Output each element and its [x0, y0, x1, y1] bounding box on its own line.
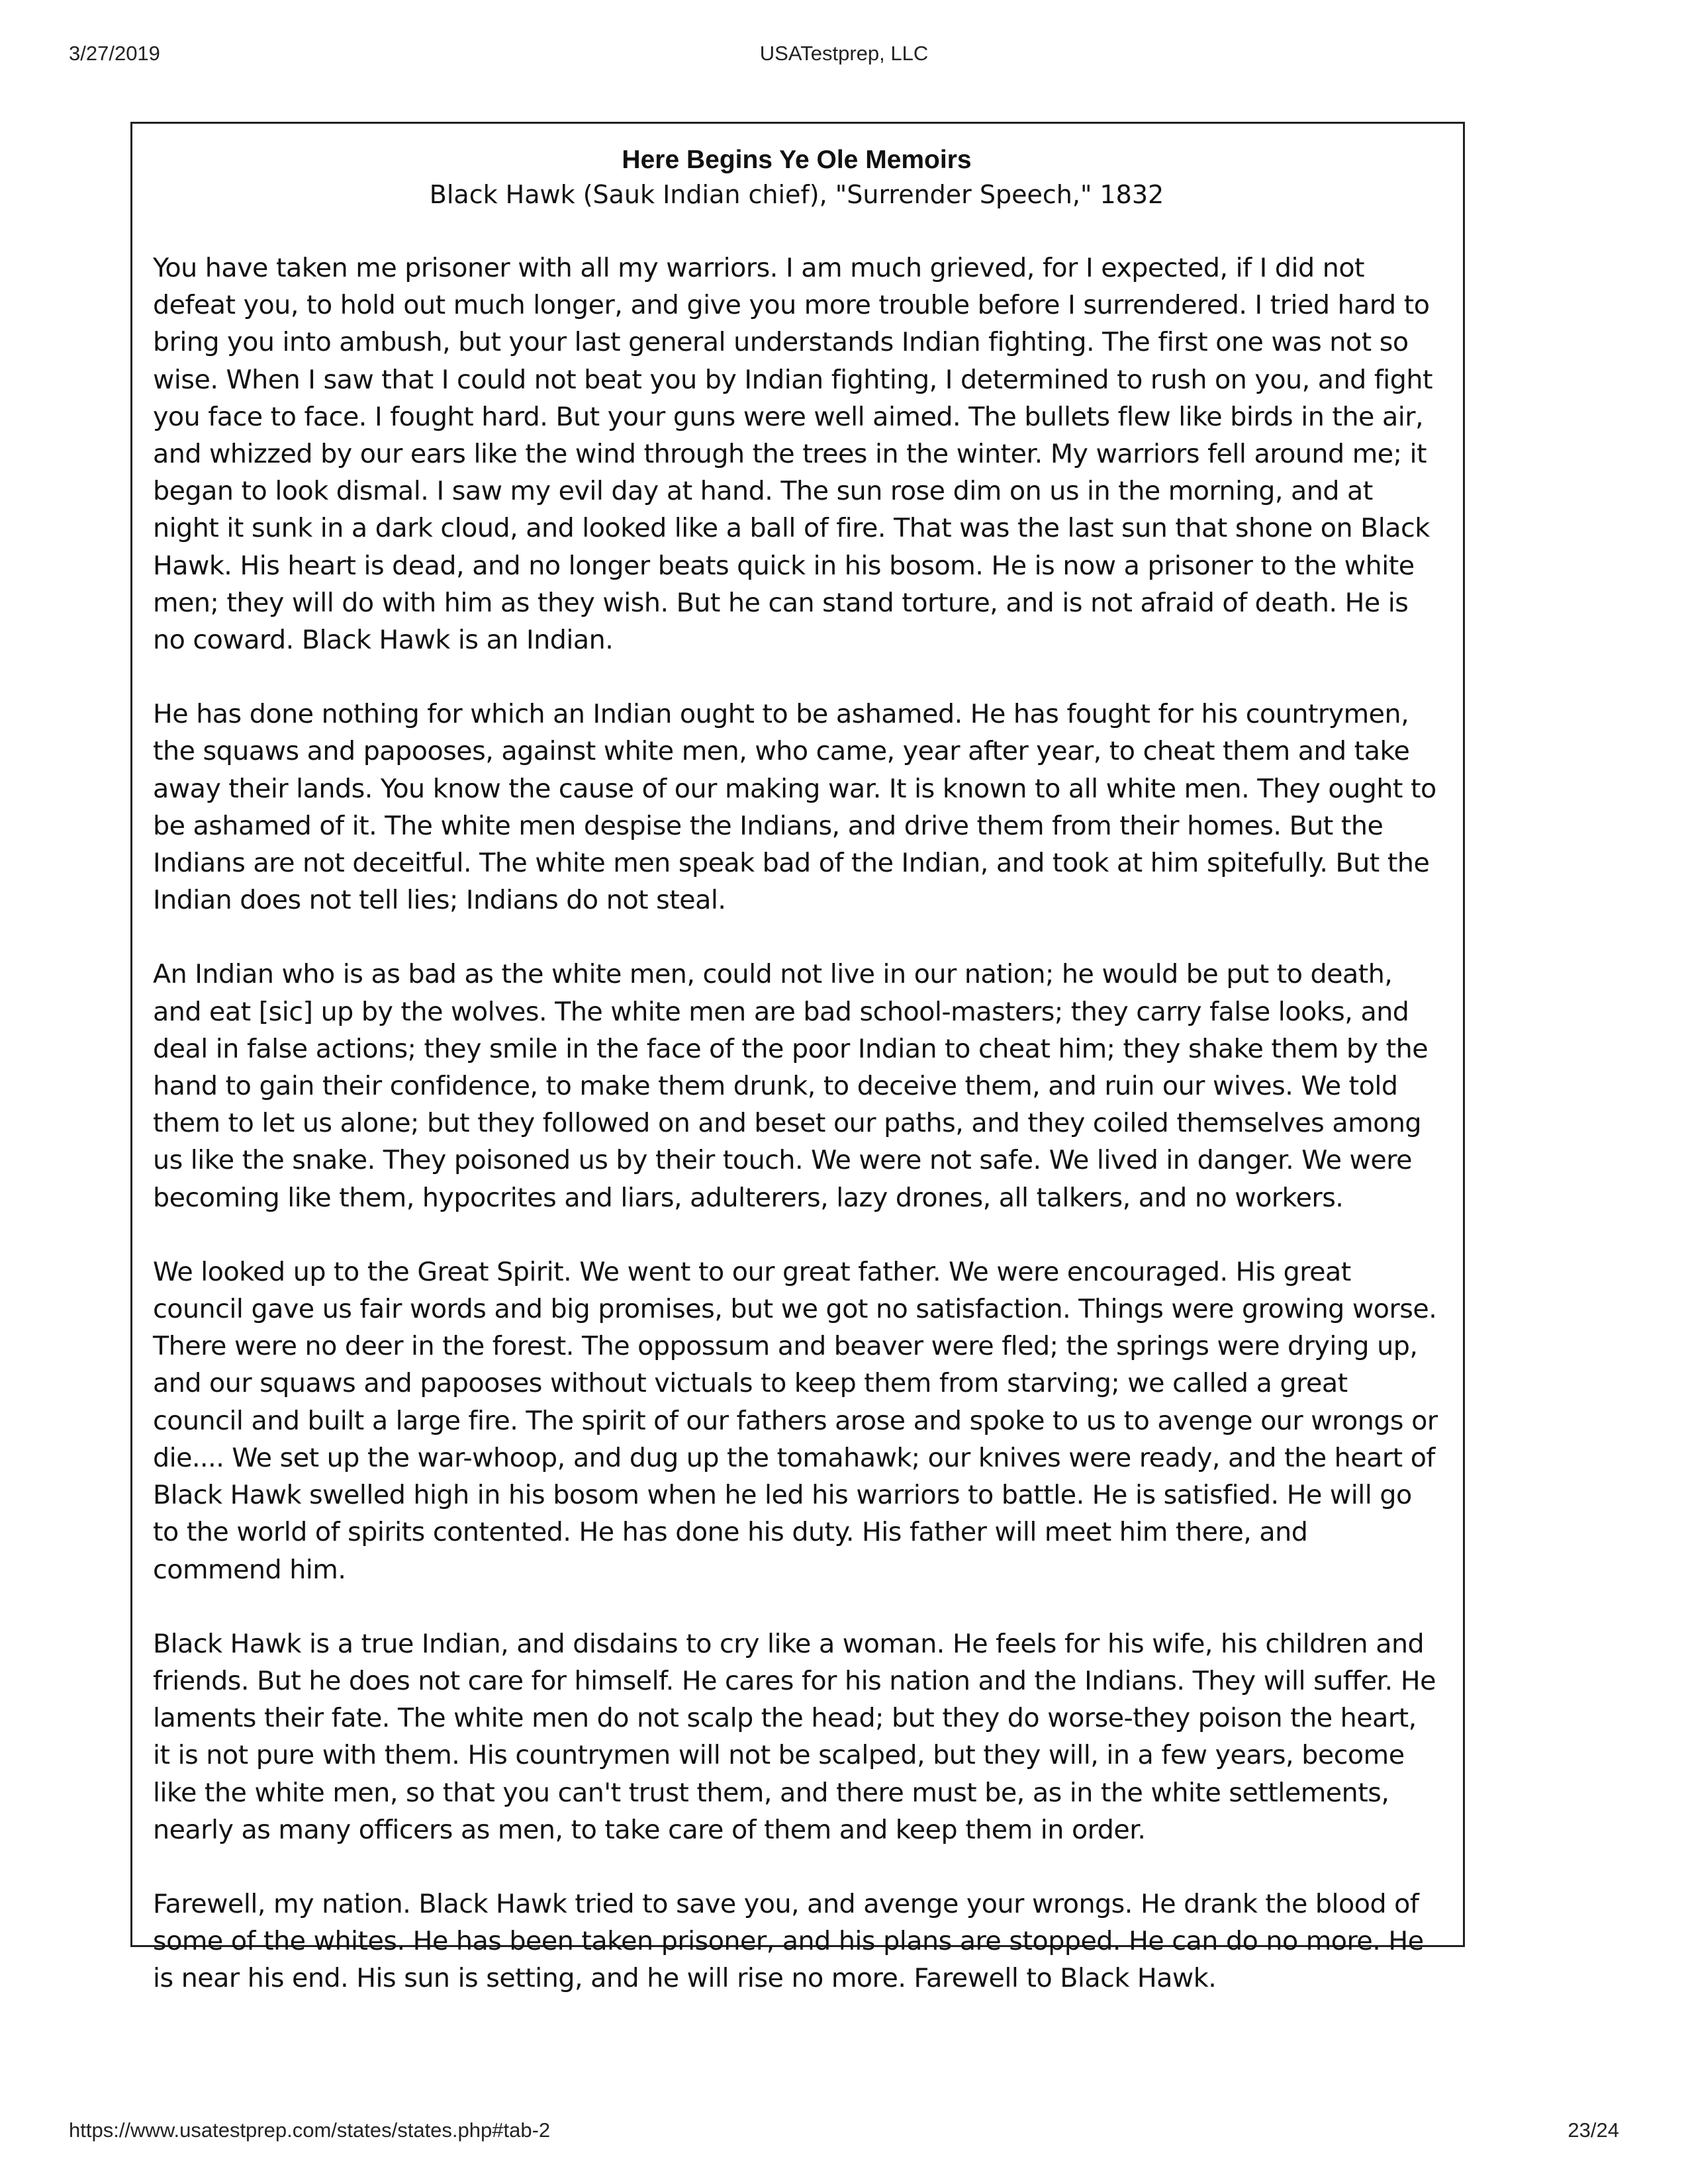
print-footer-url: https://www.usatestprep.com/states/states.php#tab-2: [69, 2118, 551, 2142]
passage-source: Black Hawk (Sauk Indian chief), "Surrender Speech," 1832: [429, 180, 1164, 209]
print-date: 3/27/2019: [69, 42, 160, 65]
print-page-number: 23/24: [1568, 2118, 1619, 2142]
print-site-title: USATestprep, LLC: [759, 42, 929, 65]
passage-paragraph-2: He has done nothing for which an Indian ought to be ashamed. He has fought for his countrymen, the squaws and papooses, against white men, who came, year after year, to cheat them and take away their lands. You know the cause of our making war. It is known to all white men. They ought to be ashamed of it. The white men despise the Indians, and drive them from their homes. But the Indians are not deceitful. The white men speak bad of the Indian, and took at him spitefully. But the Indian does not tell lies; Indians do not steal.: [153, 699, 1436, 916]
passage-paragraph-3: An Indian who is as bad as the white men, could not live in our nation; he would be put to death, and eat [sic] up by the wolves. The white men are bad school-masters; they carry false looks, and deal in false actions; they smile in the face of the poor Indian to cheat him; they shake them by the hand to gain their confidence, to make them drunk, to deceive them, and ruin our wives. We told them to let us alone; but they followed on and beset our paths, and they coiled themselves among us like the snake. They poisoned us by their touch. We were not safe. We lived in danger. We were becoming like them, hypocrites and liars, adulterers, lazy drones, all talkers, and no workers.: [153, 959, 1429, 1213]
passage-title: Here Begins Ye Ole Memoirs: [622, 146, 972, 174]
passage-paragraph-5: Black Hawk is a true Indian, and disdains to cry like a woman. He feels for his wife, his children and friends. But he does not care for himself. He cares for his nation and the Indians. They will suffer. He laments their fate. The white men do not scalp the head; but they do worse-they poison the heart, it is not pure with them. His countrymen will not be scalped, but they will, in a few years, become like the white men, so that you can't trust them, and there must be, as in the white settlements, nearly as many officers as men, to take care of them and keep them in order.: [153, 1628, 1436, 1845]
passage-box: [130, 122, 1465, 1994]
passage-paragraph-1: You have taken me prisoner with all my warriors. I am much grieved, for I expected, if I did not defeat you, to hold out much longer, and give you more trouble before I surrendered. I tried hard to bring you into ambush, but your last general understands Indian fighting. The first one was not so wise. When I saw that I could not beat you by Indian fighting, I determined to rush on you, and fight you face to face. I fought hard. But your guns were well aimed. The bullets flew like birds in the air, and whizzed by our ears like the wind through the trees in the winter. My warriors fell around me; it began to look dismal. I saw my evil day at hand. The sun rose dim on us in the morning, and at night it sunk in a dark cloud, and looked like a ball of fire. That was the last sun that shone on Black Hawk. His heart is dead, and no longer beats quick in his bosom. He is now a prisoner to the white men; they will do with him as they wish. But he can stand torture, and is not afraid of death. He is no coward. Black Hawk is an Indian.: [153, 253, 1433, 656]
passage-paragraph-6: Farewell, my nation. Black Hawk tried to save you, and avenge your wrongs. He drank the blood of some of the whites. He has been taken prisoner, and his plans are stopped. He can do no more. He is near his end. His sun is setting, and he will rise no more. Farewell to Black Hawk.: [153, 1888, 1424, 1994]
passage-paragraph-4: We looked up to the Great Spirit. We went to our great father. We were encouraged. His great council gave us fair words and big promises, but we got no satisfaction. Things were growing worse. There were no deer in the forest. The oppossum and beaver were fled; the springs were drying up, and our squaws and papooses without victuals to keep them from starving; we called a great council and built a large fire. The spirit of our fathers arose and spoke to us to avenge our wrongs or die.... We set up the war-whoop, and dug up the tomahawk; our knives were ready, and the heart of Black Hawk swelled high in his bosom when he led his warriors to battle. He is satisfied. He will go to the world of spirits contented. He has done his duty. His father will meet him there, and commend him.: [153, 1256, 1438, 1585]
